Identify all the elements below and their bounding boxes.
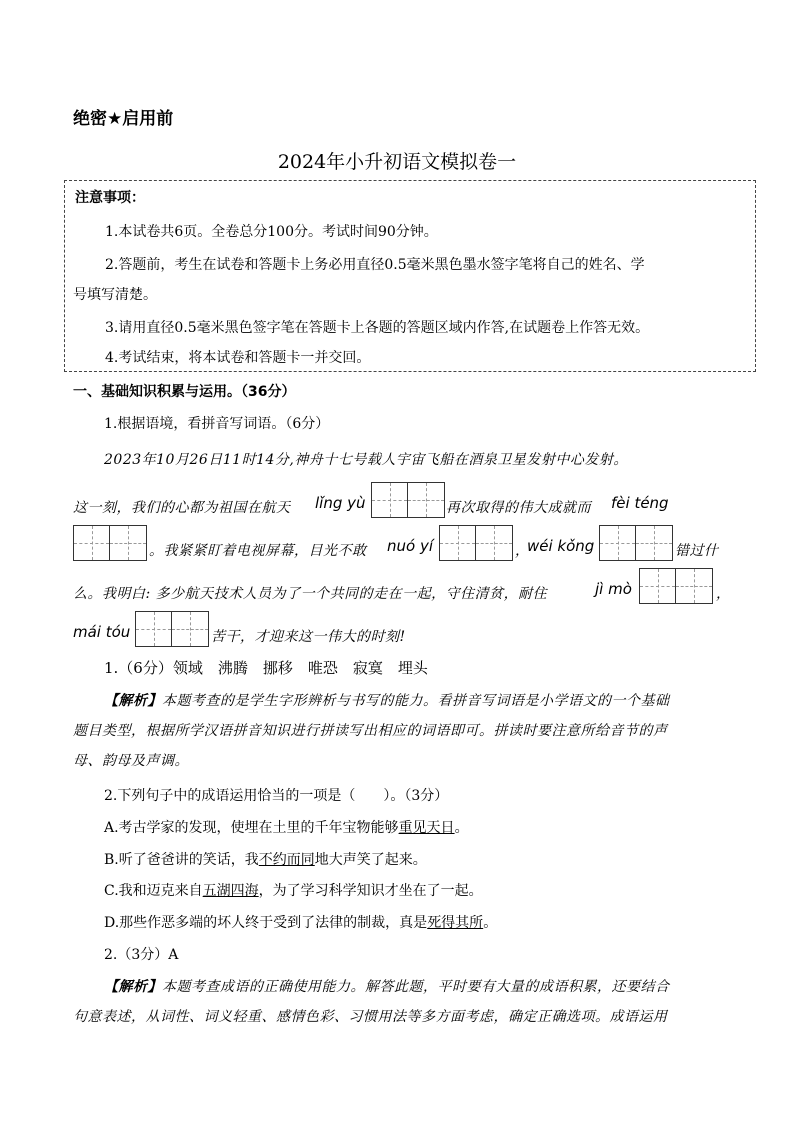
analysis-tag: 【解析】 bbox=[104, 979, 162, 995]
analysis-text: 本题考查成语的正确使用能力。解答此题，平时要有大量的成语积累，还要结合 bbox=[162, 979, 670, 995]
passage-line: 这一刻，我们的心都为祖国在航天 bbox=[73, 500, 291, 516]
analysis-tag: 【解析】 bbox=[104, 693, 162, 709]
answer-grid[interactable] bbox=[599, 525, 673, 561]
pinyin: mái tóu bbox=[73, 623, 131, 641]
analysis-text: 句意表述，从词性、词义轻重、感情色彩、习惯用法等多方面考虑，确定正确选项。成语运用 bbox=[73, 1009, 668, 1025]
answer-grid[interactable] bbox=[135, 611, 209, 647]
analysis bbox=[104, 690, 670, 710]
pinyin: lǐng yù bbox=[315, 494, 366, 512]
notice-item: 2.答题前，考生在试卷和答题卡上务必用直径0.5毫米黑色墨水签字笔将自己的姓名、学 bbox=[105, 257, 645, 273]
answer-grid[interactable] bbox=[371, 482, 445, 518]
pinyin: jì mò bbox=[595, 580, 632, 598]
passage-line: 再次取得的伟大成就而 bbox=[446, 500, 591, 516]
notice-item: 号填写清楚。 bbox=[73, 287, 157, 303]
analysis bbox=[104, 976, 670, 996]
question-1-answer: 1.（6分）领域 沸腾 挪移 唯恐 寂寞 埋头 bbox=[104, 659, 428, 677]
passage-line: 2023年10月26日11时14分,神舟十七号载人宇宙飞船在酒泉卫星发射中心发射。 bbox=[104, 452, 628, 468]
notice-item: 4.考试结束，将本试卷和答题卡一并交回。 bbox=[105, 350, 371, 366]
notice-box bbox=[64, 180, 756, 372]
option-d: D.那些作恶多端的坏人终于受到了法律的制裁，真是死得其所。 bbox=[104, 915, 498, 931]
option-a: A.考古学家的发现，使埋在土里的千年宝物能够重见天日。 bbox=[104, 820, 469, 836]
analysis-text: 本题考查的是学生字形辨析与书写的能力。看拼音写词语是小学语文的一个基础 bbox=[162, 693, 670, 709]
pinyin: wéi kǒng bbox=[527, 537, 595, 555]
question-1-prompt: 1.根据语境，看拼音写词语。（6分） bbox=[104, 416, 330, 432]
passage-line: 么。我明白: 多少航天技术人员为了一个共同的走在一起，守住清贫，耐住 bbox=[73, 586, 548, 602]
passage-line: 苦干，才迎来这一伟大的时刻! bbox=[211, 629, 406, 645]
option-c: C.我和迈克来自五湖四海，为了学习科学知识才坐在了一起。 bbox=[104, 883, 483, 899]
passage-line: ， bbox=[716, 586, 731, 602]
answer-grid[interactable] bbox=[639, 568, 713, 604]
answer-grid[interactable] bbox=[73, 525, 147, 561]
option-b: B.听了爸爸讲的笑话，我不约而同地大声笑了起来。 bbox=[104, 852, 427, 868]
pinyin: fèi téng bbox=[611, 494, 669, 512]
confidential-label: 绝密★启用前 bbox=[73, 109, 174, 129]
question-2-answer: 2.（3分）A bbox=[104, 947, 179, 963]
pinyin: nuó yí bbox=[387, 537, 434, 555]
exam-title: 2024年小升初语文模拟卷一 bbox=[277, 151, 517, 173]
notice-item: 1.本试卷共6页。全卷总分100分。考试时间90分钟。 bbox=[105, 224, 438, 240]
passage-line: ， bbox=[515, 543, 530, 559]
notice-item: 3.请用直径0.5毫米黑色签字笔在答题卡上各题的答题区域内作答,在试题卷上作答无效。 bbox=[105, 320, 650, 336]
passage-line: 。我紧紧盯着电视屏幕，目光不敢 bbox=[149, 543, 367, 559]
section-title: 一、基础知识积累与运用。（36分） bbox=[73, 384, 296, 400]
notice-heading: 注意事项： bbox=[75, 190, 145, 206]
analysis-text: 母、韵母及声调。 bbox=[73, 753, 189, 769]
question-2-prompt: 2.下列句子中的成语运用恰当的一项是（ ）。（3分） bbox=[104, 788, 449, 804]
passage-line: 错过什 bbox=[675, 543, 719, 559]
answer-grid[interactable] bbox=[439, 525, 513, 561]
analysis-text: 题目类型，根据所学汉语拼音知识进行拼读写出相应的词语即可。拼读时要注意所给音节的声 bbox=[73, 723, 668, 739]
